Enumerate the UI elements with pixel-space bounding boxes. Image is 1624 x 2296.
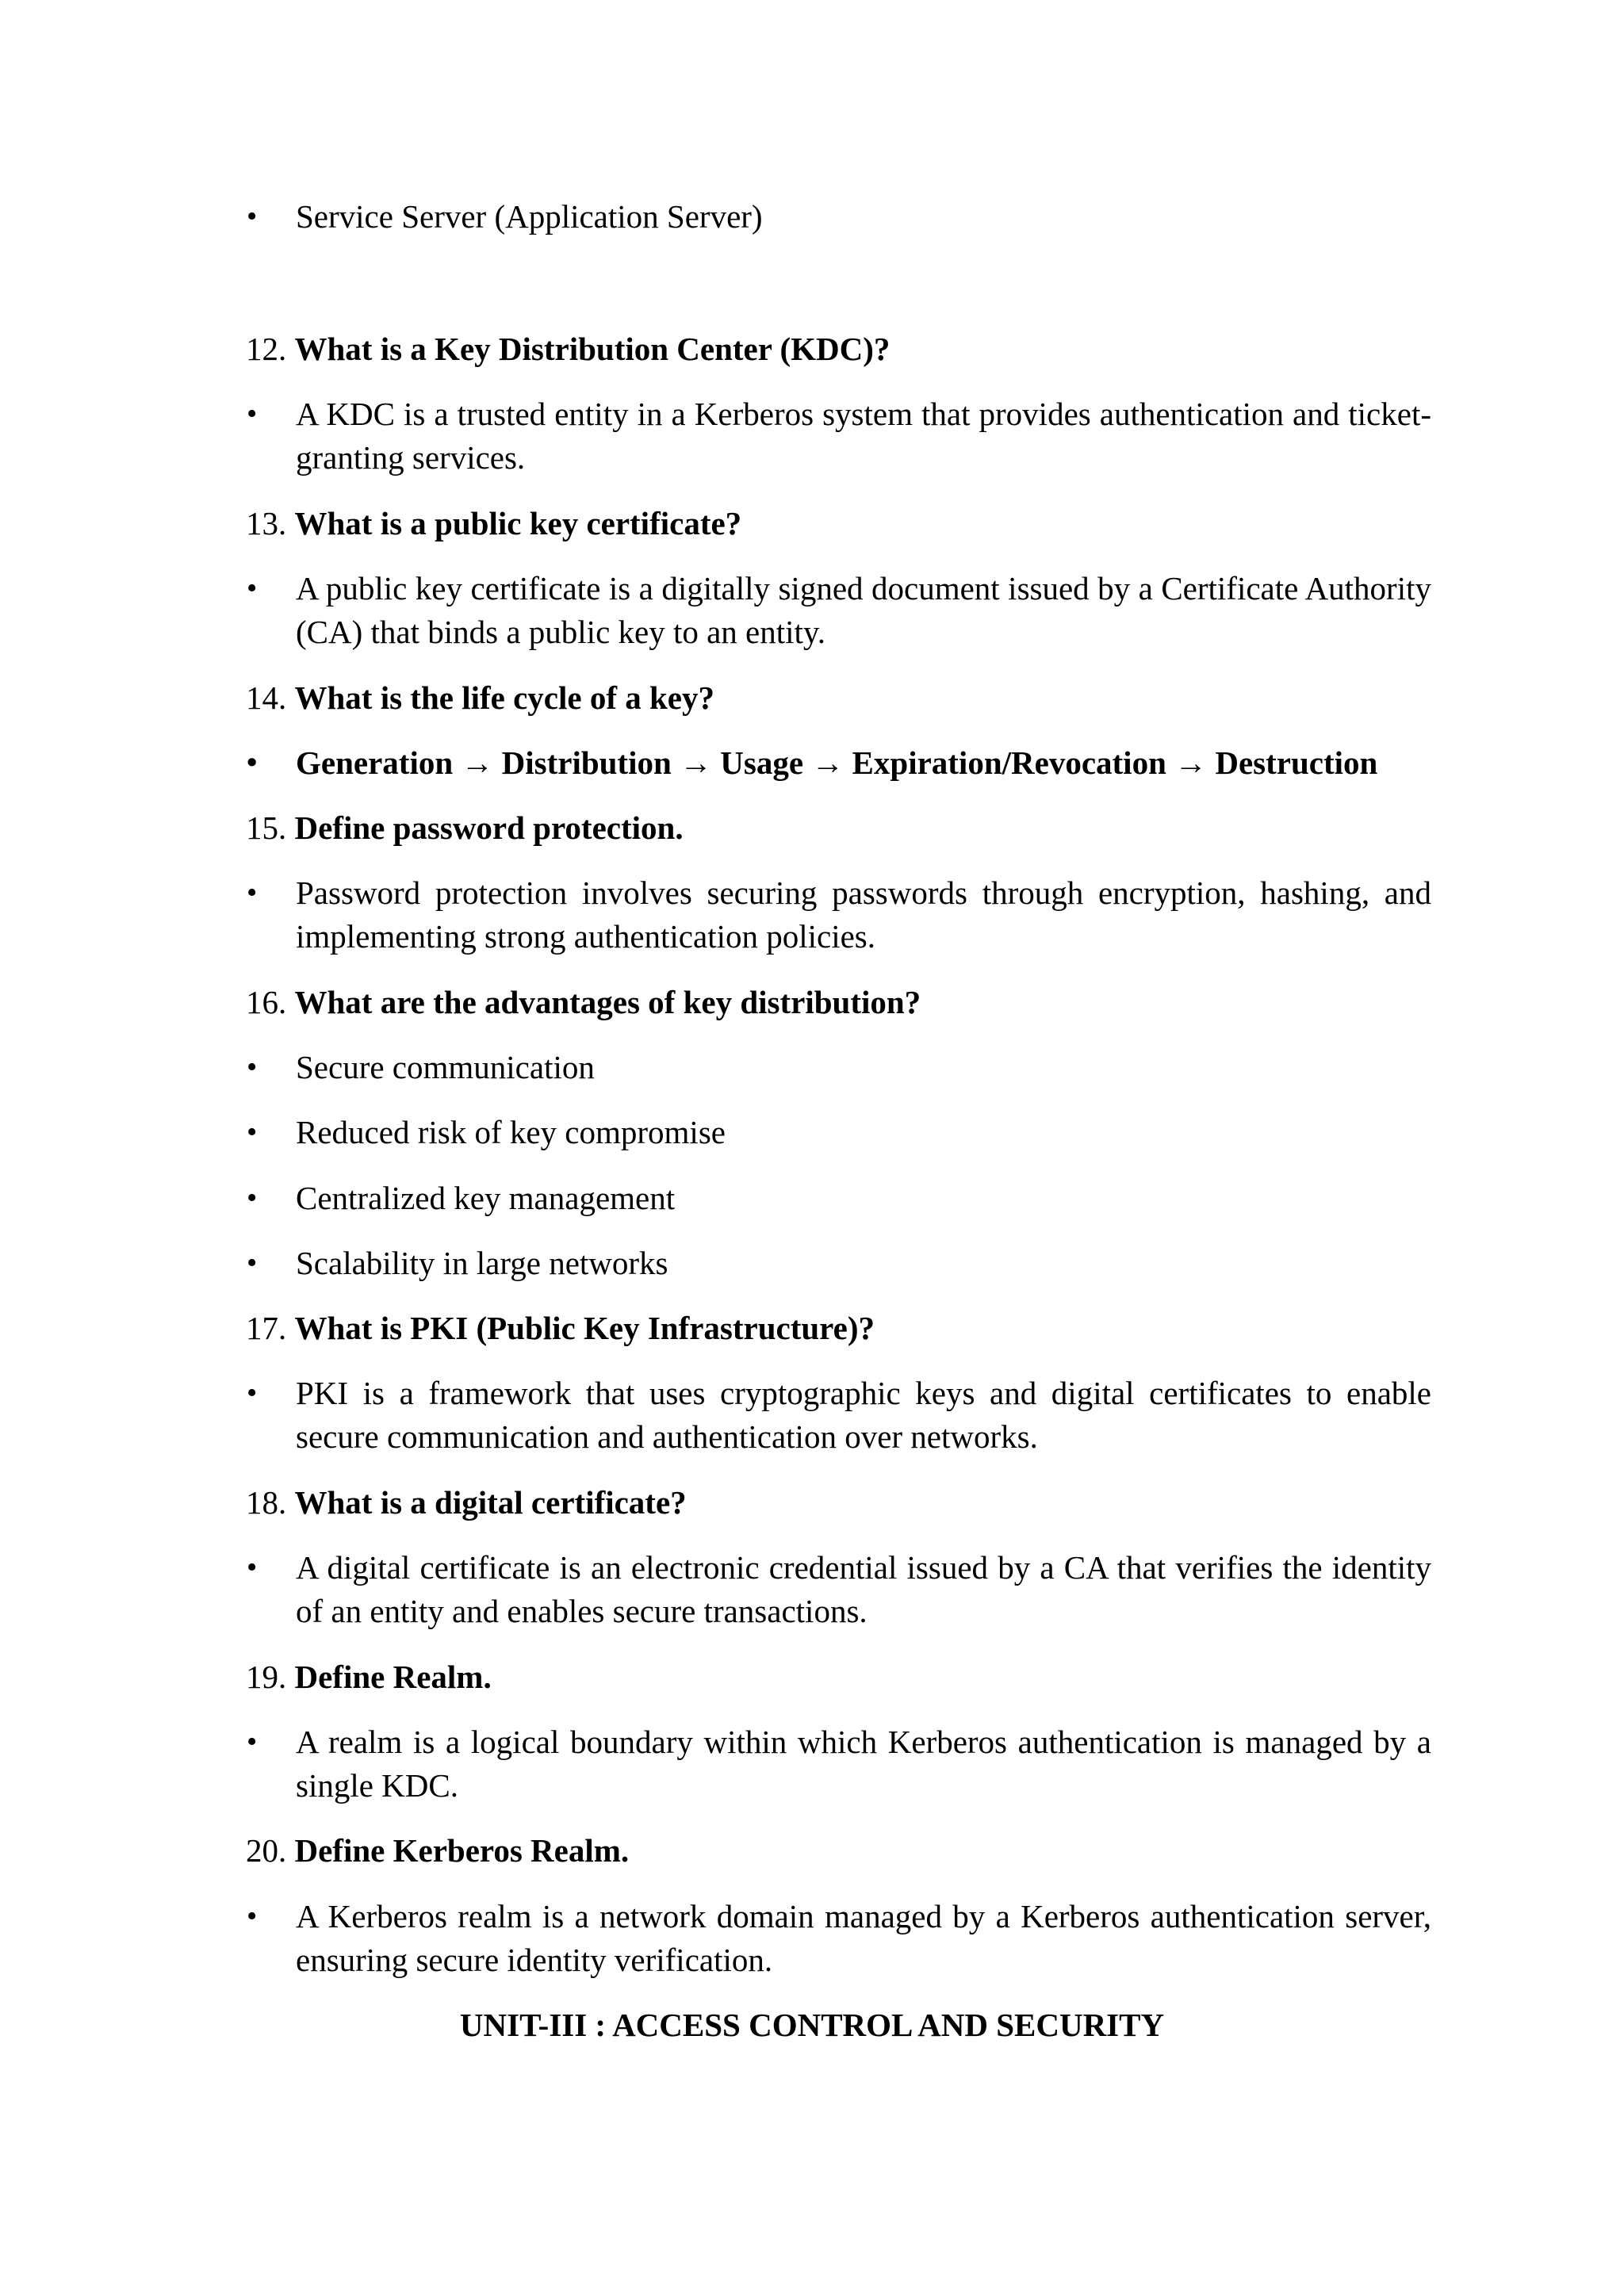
answer-item: • Secure communication — [296, 1046, 1431, 1089]
question-heading: 13. What is a public key certificate? — [246, 505, 742, 541]
answer-item: • Reduced risk of key compromise — [296, 1111, 1431, 1154]
list-item — [247, 195, 1431, 239]
answer-item: • A public key certificate is a digitally signed document issued by a Certificate Authority (CA) that binds a public key to an entity. — [296, 567, 1431, 654]
answer-item: • A digital certificate is an electronic credential issued by a CA that verifies the identity of an entity and enables secure transactions. — [296, 1546, 1431, 1633]
question-heading: 17. What is PKI (Public Key Infrastructure)? — [246, 1310, 875, 1346]
bullet-icon: • — [247, 1115, 258, 1149]
answer-item: • PKI is a framework that uses cryptographic keys and digital certificates to enable secure communication and authentication over networks. — [296, 1372, 1431, 1459]
question-heading: 19. Define Realm. — [246, 1659, 492, 1695]
bullet-icon: • — [247, 1050, 258, 1084]
answer-item: • A Kerberos realm is a network domain managed by a Kerberos authentication server, ensuring secure identity verification. — [296, 1895, 1431, 1982]
answer-item: • Centralized key management — [296, 1177, 1431, 1220]
bullet-icon: • — [247, 572, 258, 605]
answer-item: • A KDC is a trusted entity in a Kerberos system that provides authentication and ticket-granting services. — [296, 392, 1431, 480]
bullet-icon: • — [247, 397, 258, 430]
question-heading: 14. What is the life cycle of a key? — [246, 679, 714, 716]
answer-item: • Generation → Distribution → Usage → Expiration/Revocation → Destruction — [296, 741, 1431, 785]
bullet-icon: • — [247, 1376, 258, 1410]
bullet-icon: • — [247, 1900, 258, 1933]
question-heading: 16. What are the advantages of key distribution? — [246, 984, 921, 1020]
bullet-icon: • — [247, 200, 258, 233]
list-item-text: Service Server (Application Server) — [296, 198, 763, 235]
question-heading: 12. What is a Key Distribution Center (KDC)? — [246, 331, 891, 367]
question-heading: 20. Define Kerberos Realm. — [246, 1832, 630, 1869]
answer-item: • Password protection involves securing passwords through encryption, hashing, and implementing strong authentication policies. — [296, 871, 1431, 959]
bullet-icon: • — [247, 1551, 258, 1584]
question-heading: 15. Define password protection. — [246, 809, 684, 846]
bullet-icon: • — [247, 1181, 258, 1215]
answer-item: • A realm is a logical boundary within which Kerberos authentication is managed by a single KDC. — [296, 1720, 1431, 1808]
bullet-icon: • — [247, 876, 258, 909]
unit-title: UNIT-III : ACCESS CONTROL AND SECURITY — [459, 2007, 1165, 2043]
question-heading: 18. What is a digital certificate? — [246, 1484, 687, 1521]
bullet-icon: • — [247, 1725, 258, 1758]
bullet-icon: • — [247, 1246, 258, 1280]
bullet-icon: • — [247, 746, 258, 779]
answer-item: • Scalability in large networks — [296, 1242, 1431, 1285]
